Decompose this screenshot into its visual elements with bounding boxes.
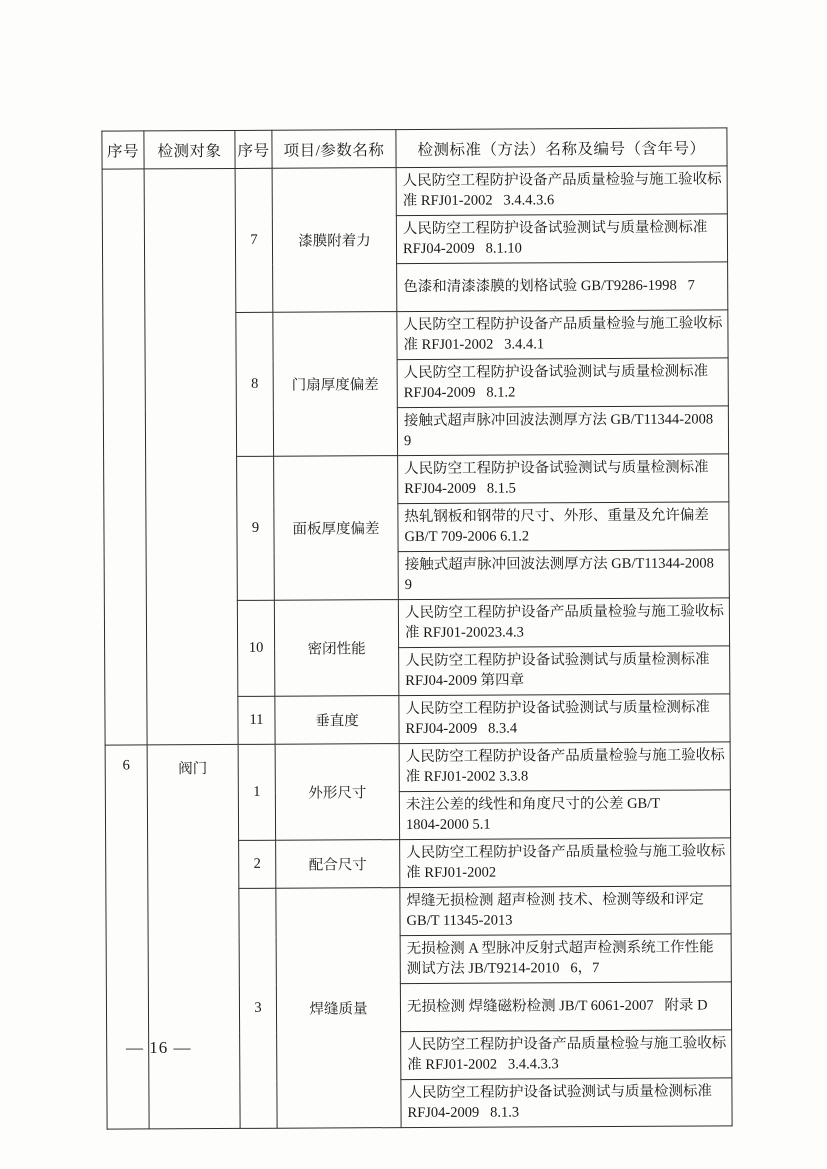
section-object-cell: 阀门: [147, 744, 240, 1128]
page-number: — 16 —: [126, 1038, 192, 1057]
standard-cell: 人民防空工程防护设备试验测试与质量检测标准 RFJ04-2009 8.3.4: [399, 694, 730, 744]
table-row: [102, 166, 727, 217]
item-no-cell: 11: [238, 696, 275, 744]
item-no-cell: 7: [235, 168, 273, 312]
header-object: 检测对象: [144, 130, 235, 168]
item-no-cell: 1: [238, 744, 276, 840]
standard-cell: 色漆和清漆漆膜的划格试验 GB/T9286-1998 7: [397, 262, 728, 312]
standard-cell: 热轧钢板和钢带的尺寸、外形、重量及允许偏差 GB/T 709-2006 6.1.2: [398, 502, 729, 552]
standard-cell: 人民防空工程防护设备试验测试与质量检测标准 RFJ04-2009 第四章: [399, 646, 730, 696]
item-no-cell: 10: [237, 600, 275, 696]
header-item-no: 序号: [235, 130, 272, 168]
standard-cell: 未注公差的线性和角度尺寸的公差 GB/T 1804-2000 5.1: [399, 790, 730, 840]
scanned-table-area: [101, 127, 731, 1129]
item-no-cell: 2: [239, 840, 276, 888]
standards-table: [101, 127, 732, 1129]
section-object-cell: [144, 168, 238, 744]
standard-cell: 接触式超声脉冲回波法测厚方法 GB/T11344-2008 9: [398, 550, 729, 600]
header-standard: 检测标准（方法）名称及编号（含年号）: [396, 128, 727, 168]
section-seq-cell: 6: [105, 745, 149, 1129]
standard-cell: 人民防空工程防护设备产品质量检验与施工验收标 准 RFJ01-2002 3.4.4.3.6: [396, 166, 727, 216]
standard-cell: 人民防空工程防护设备产品质量检验与施工验收标 准 RFJ01-2002 3.4.4.1: [397, 310, 728, 360]
item-name-cell: 配合尺寸: [276, 840, 400, 889]
item-name-cell: 密闭性能: [274, 600, 399, 697]
header-seq: 序号: [102, 131, 144, 169]
item-no-cell: 9: [237, 456, 275, 600]
item-name-cell: 门扇厚度偏差: [273, 312, 398, 457]
item-name-cell: 焊缝质量: [276, 888, 401, 1129]
table-row: [105, 742, 730, 793]
standard-cell: 人民防空工程防护设备产品质量检验与施工验收标 准 RFJ01-20023.4.3: [398, 598, 729, 648]
item-name-cell: 外形尺寸: [275, 744, 400, 841]
standard-cell: 人民防空工程防护设备试验测试与质量检测标准 RFJ04-2009 8.1.2: [397, 358, 728, 408]
header-row: [102, 128, 727, 169]
item-no-cell: 3: [239, 888, 277, 1128]
item-name-cell: 面板厚度偏差: [274, 456, 399, 601]
standard-cell: 无损检测 焊缝磁粉检测 JB/T 6061-2007 附录 D: [400, 982, 731, 1032]
standard-cell: 无损检测 A 型脉冲反射式超声检测系统工作性能 测试方法 JB/T9214-2010 6，7: [400, 934, 731, 984]
section-seq-cell: [102, 169, 147, 745]
standard-cell: 焊缝无损检测 超声检测 技术、检测等级和评定 GB/T 11345-2013: [400, 886, 731, 936]
item-no-cell: 8: [236, 312, 274, 456]
standard-cell: 人民防空工程防护设备试验测试与质量检测标准 RFJ04-2009 8.1.10: [396, 214, 727, 264]
header-item-name: 项目/参数名称: [272, 130, 396, 169]
standard-cell: 接触式超声脉冲回波法测厚方法 GB/T11344-2008 9: [397, 406, 728, 456]
standard-cell: 人民防空工程防护设备试验测试与质量检测标准 RFJ04-2009 8.1.3: [401, 1078, 732, 1128]
standard-cell: 人民防空工程防护设备产品质量检验与施工验收标 准 RFJ01-2002 3.4.4.3.3: [401, 1030, 732, 1080]
standard-cell: 人民防空工程防护设备产品质量检验与施工验收标 准 RFJ01-2002 3.3.8: [399, 742, 730, 792]
item-name-cell: 漆膜附着力: [272, 168, 397, 313]
item-name-cell: 垂直度: [275, 696, 399, 745]
standard-cell: 人民防空工程防护设备试验测试与质量检测标准 RFJ04-2009 8.1.5: [398, 454, 729, 504]
standard-cell: 人民防空工程防护设备产品质量检验与施工验收标 准 RFJ01-2002: [400, 838, 731, 888]
